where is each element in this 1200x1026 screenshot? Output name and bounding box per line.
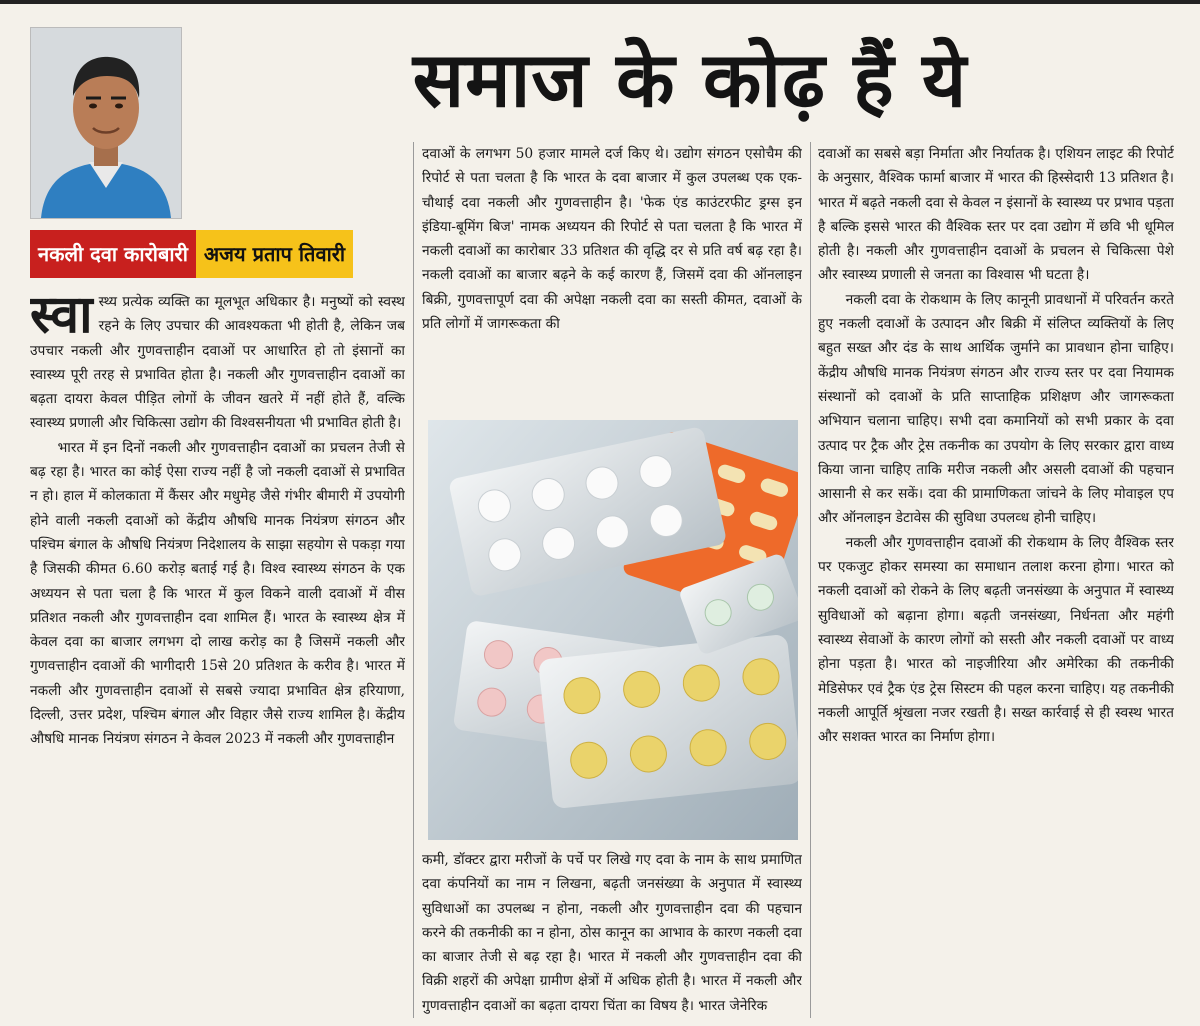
drop-cap: स्वा [30,290,93,345]
paragraph-text: स्थ्य प्रत्येक व्यक्ति का मूलभूत अधिकार है। मनुष्यों को स्वस्थ रहने के लिए उपचार की आवश्यकता भी होती है, लेकिन जब उपचार नकली और गुणवत्ताहीन दवाओं पर आधारित हो तो इंसानों का स्वास्थ्य पूरी तरह से प्रभावित होता है। नकली और गुणवत्ताहीन दवाओं का बढ़ता दायरा केवल पीड़ित लोगों के जीवन खतरे में नहीं होते हैं, वल्कि स्वास्थ्य प्रणाली और चिकित्सा उद्योग की विश्वसनीयता भी प्रभावित होती है। [30,294,405,432]
author-photo [30,27,182,219]
column-divider [810,142,811,1018]
paragraph: नकली और गुणवत्ताहीन दवाओं की रोकथाम के लिए वैश्विक स्तर पर एकजुट होकर समस्या का समाधान तलाश करना होगा। भारत को नकली दवाओं को रोकने के लिए बढ़ती जनसंख्या के अनुपात में स्वास्थ्य सुविधाओं को बढ़ाना होगा। बढ़ती जनसंख्या, निर्धनता और महंगी स्वास्थ्य सेवाओं के कारण लोगों को सस्ती और नकली दवाओं पर वाध्य होना पड़ता है। भारत को नाइजीरिया और अमेरिका की तकनीकी मेडिसेफर एवं ट्रैक एंड ट्रेस सिस्टम की पहल करना चाहिए। यह तकनीकी नकली आपूर्ति श्रृंखला नजर रखती है। सख्त कार्रवाई से ही स्वस्थ भारत और सशक्त भारत का निर्माण होगा। [818,534,1174,746]
article-column-2-top [422,142,802,420]
top-rule [0,0,1200,4]
paragraph: दवाओं का सबसे बड़ा निर्माता और निर्यातक है। एशियन लाइट की रिपोर्ट के अनुसार, वैश्विक फार्मा बाजार में भारत की हिस्सेदारी 13 प्रतिशत है। भारत में बढ़ते नकली दवा से केवल न इंसानों के स्वास्थ्य पर प्रभाव पड़ता है बल्कि इससे भारत की वैश्विक स्तर पर दवा उद्योग में छवि भी धूमिल होती है। नकली और गुणवत्ताहीन दवाओं के प्रचलन से चिकित्सा पेशे और स्वास्थ्य प्रणाली से जनता का विश्वास भी घटता है। [818,146,1174,284]
headline: समाज के कोढ़ हैं ये [412,35,968,124]
paragraph: नकली दवा के रोकथाम के लिए कानूनी प्रावधानों में परिवर्तन करते हुए नकली दवाओं के उत्पादन और बिक्री में संलिप्त व्यक्तियों के लिए बहुत सख्त और दंड के साथ आर्थिक जुर्माने का प्रावधान होना चाहिए। केंद्रीय औषधि मानक नियंत्रण संगठन और राज्य स्तर पर दवा नियामक संस्थानों को दवाओं के प्रति साप्ताहिक प्रशिक्षण और जागरूकता अभियान चलाना चाहिए। सभी दवा कमानियों को सभी प्रकार के दवा उत्पाद पर ट्रैक और ट्रेस तकनीक का उपयोग के लिए सरकार द्वारा वाध्य किया जाना चाहिए ताकि मरीज नकली और असली दवाओं की पहचान आसानी से कर सकें। दवा की प्रामाणिकता जांचने के लिए मोवाइल एप और ऑनलाइन डेटावेस की सुविधा उपलव्ध होनी चाहिए। [818,291,1174,527]
paragraph: कमी, डॉक्टर द्वारा मरीजों के पर्चे पर लिखे गए दवा के नाम के साथ प्रमाणित दवा कंपनियों का नाम न लिखना, बढ़ती जनसंख्या के अनुपात में स्वास्थ्य सुविधाओं का उपलब्ध न होना, नकली और गुणवत्ताहीन दवा की पहचान करने की तकनीकी का न होना, ठोस कानून का आभाव के कारण नकली दवा का बाजार तेजी से बढ़ रहा है। भारत में नकली और गुणवत्ताहीन दवा की विक्री शहरों की अपेक्षा ग्रामीण क्षेत्रों में अधिक होती है। भारत में नकली और गुणवत्ताहीन दवाओं का बढ़ता दायरा चिंता का विषय है। भारत जेनेरिक [422,852,802,1014]
paragraph [30,290,405,436]
byline-kicker: नकली दवा कारोबारी [30,230,196,278]
article-column-3 [818,142,1174,1020]
paragraph: भारत में इन दिनों नकली और गुणवत्ताहीन दवाओं का प्रचलन तेजी से बढ़ रहा है। भारत का कोई ऐसा राज्य नहीं है जो नकली दवाओं से प्रभावित न हो। हाल में कोलकाता में कैंसर और मधुमेह जैसे गंभीर बीमारी में उपयोगी होने वाली नकली दवाओं को केंद्रीय औषधि मानक नियंत्रण संगठन और पश्चिम बंगाल के औषधि नियंत्रण निदेशालय के साझा सहयोग से पकड़ा गया है जिसकी कीमत 6.60 करोड़ बताई गई है। विश्व स्वास्थ्य संगठन के एक अध्ययन से पता चला है कि भारत में कुल विकने वाली दवाओं में वीस प्रतिशत नकली और गुणवत्ताहीन दवा शामिल हैं। भारत के स्वास्थ्य क्षेत्र में केवल दवा का बाजार लगभग दो लाख करोड़ का है जिसमें नकली और गुणवत्ताहीन दवाओं की भागीदारी 15से 20 प्रतिशत के करीव है। भारत में नकली और गुणवत्ताहीन दवाओं से सबसे ज्यादा प्रभावित क्षेत्र हरियाणा, दिल्ली, उत्तर प्रदेश, पश्चिम बंगाल और विहार जैसे राज्य शामिल है। केंद्रीय औषधि मानक नियंत्रण संगठन ने केवल 2023 में नकली और गुणवत्ताहीन [30,439,405,748]
article-column-2-bottom [422,848,802,1018]
paragraph: दवाओं के लगभग 50 हजार मामले दर्ज किए थे। उद्योग संगठन एसोचैम की रिपोर्ट से पता चलता है कि भारत के दवा बाजार में कुल उपलब्ध एक एक-चौथाई दवा नकली और गुणवत्ताहीन है। 'फेक एंड काउंटरफीट ड्रग्स इन इंडिया-बूमिंग बिज' नामक अध्ययन की रिपोर्ट से पता चलता है कि भारत में नकली दवाओं का कारोबार 33 प्रतिशत की वृद्धि दर से प्रति वर्ष बढ़ रहा है। नकली दवाओं का बाजार बढ़ने के कई कारण हैं, जिसमें दवा की ऑनलाइन बिक्री, गुणवत्तापूर्ण दवा की अपेक्षा नकली दवा का सस्ती कीमत, दवाओं के प्रति लोगों में जागरूकता की [422,146,802,333]
byline [30,230,353,278]
pill-strips-icon [428,420,798,840]
article-column-1 [30,290,405,1012]
column-divider [413,142,414,1018]
byline-author: अजय प्रताप तिवारी [196,230,353,278]
medicine-blister-photo [428,420,798,840]
author-portrait-icon [31,28,181,218]
